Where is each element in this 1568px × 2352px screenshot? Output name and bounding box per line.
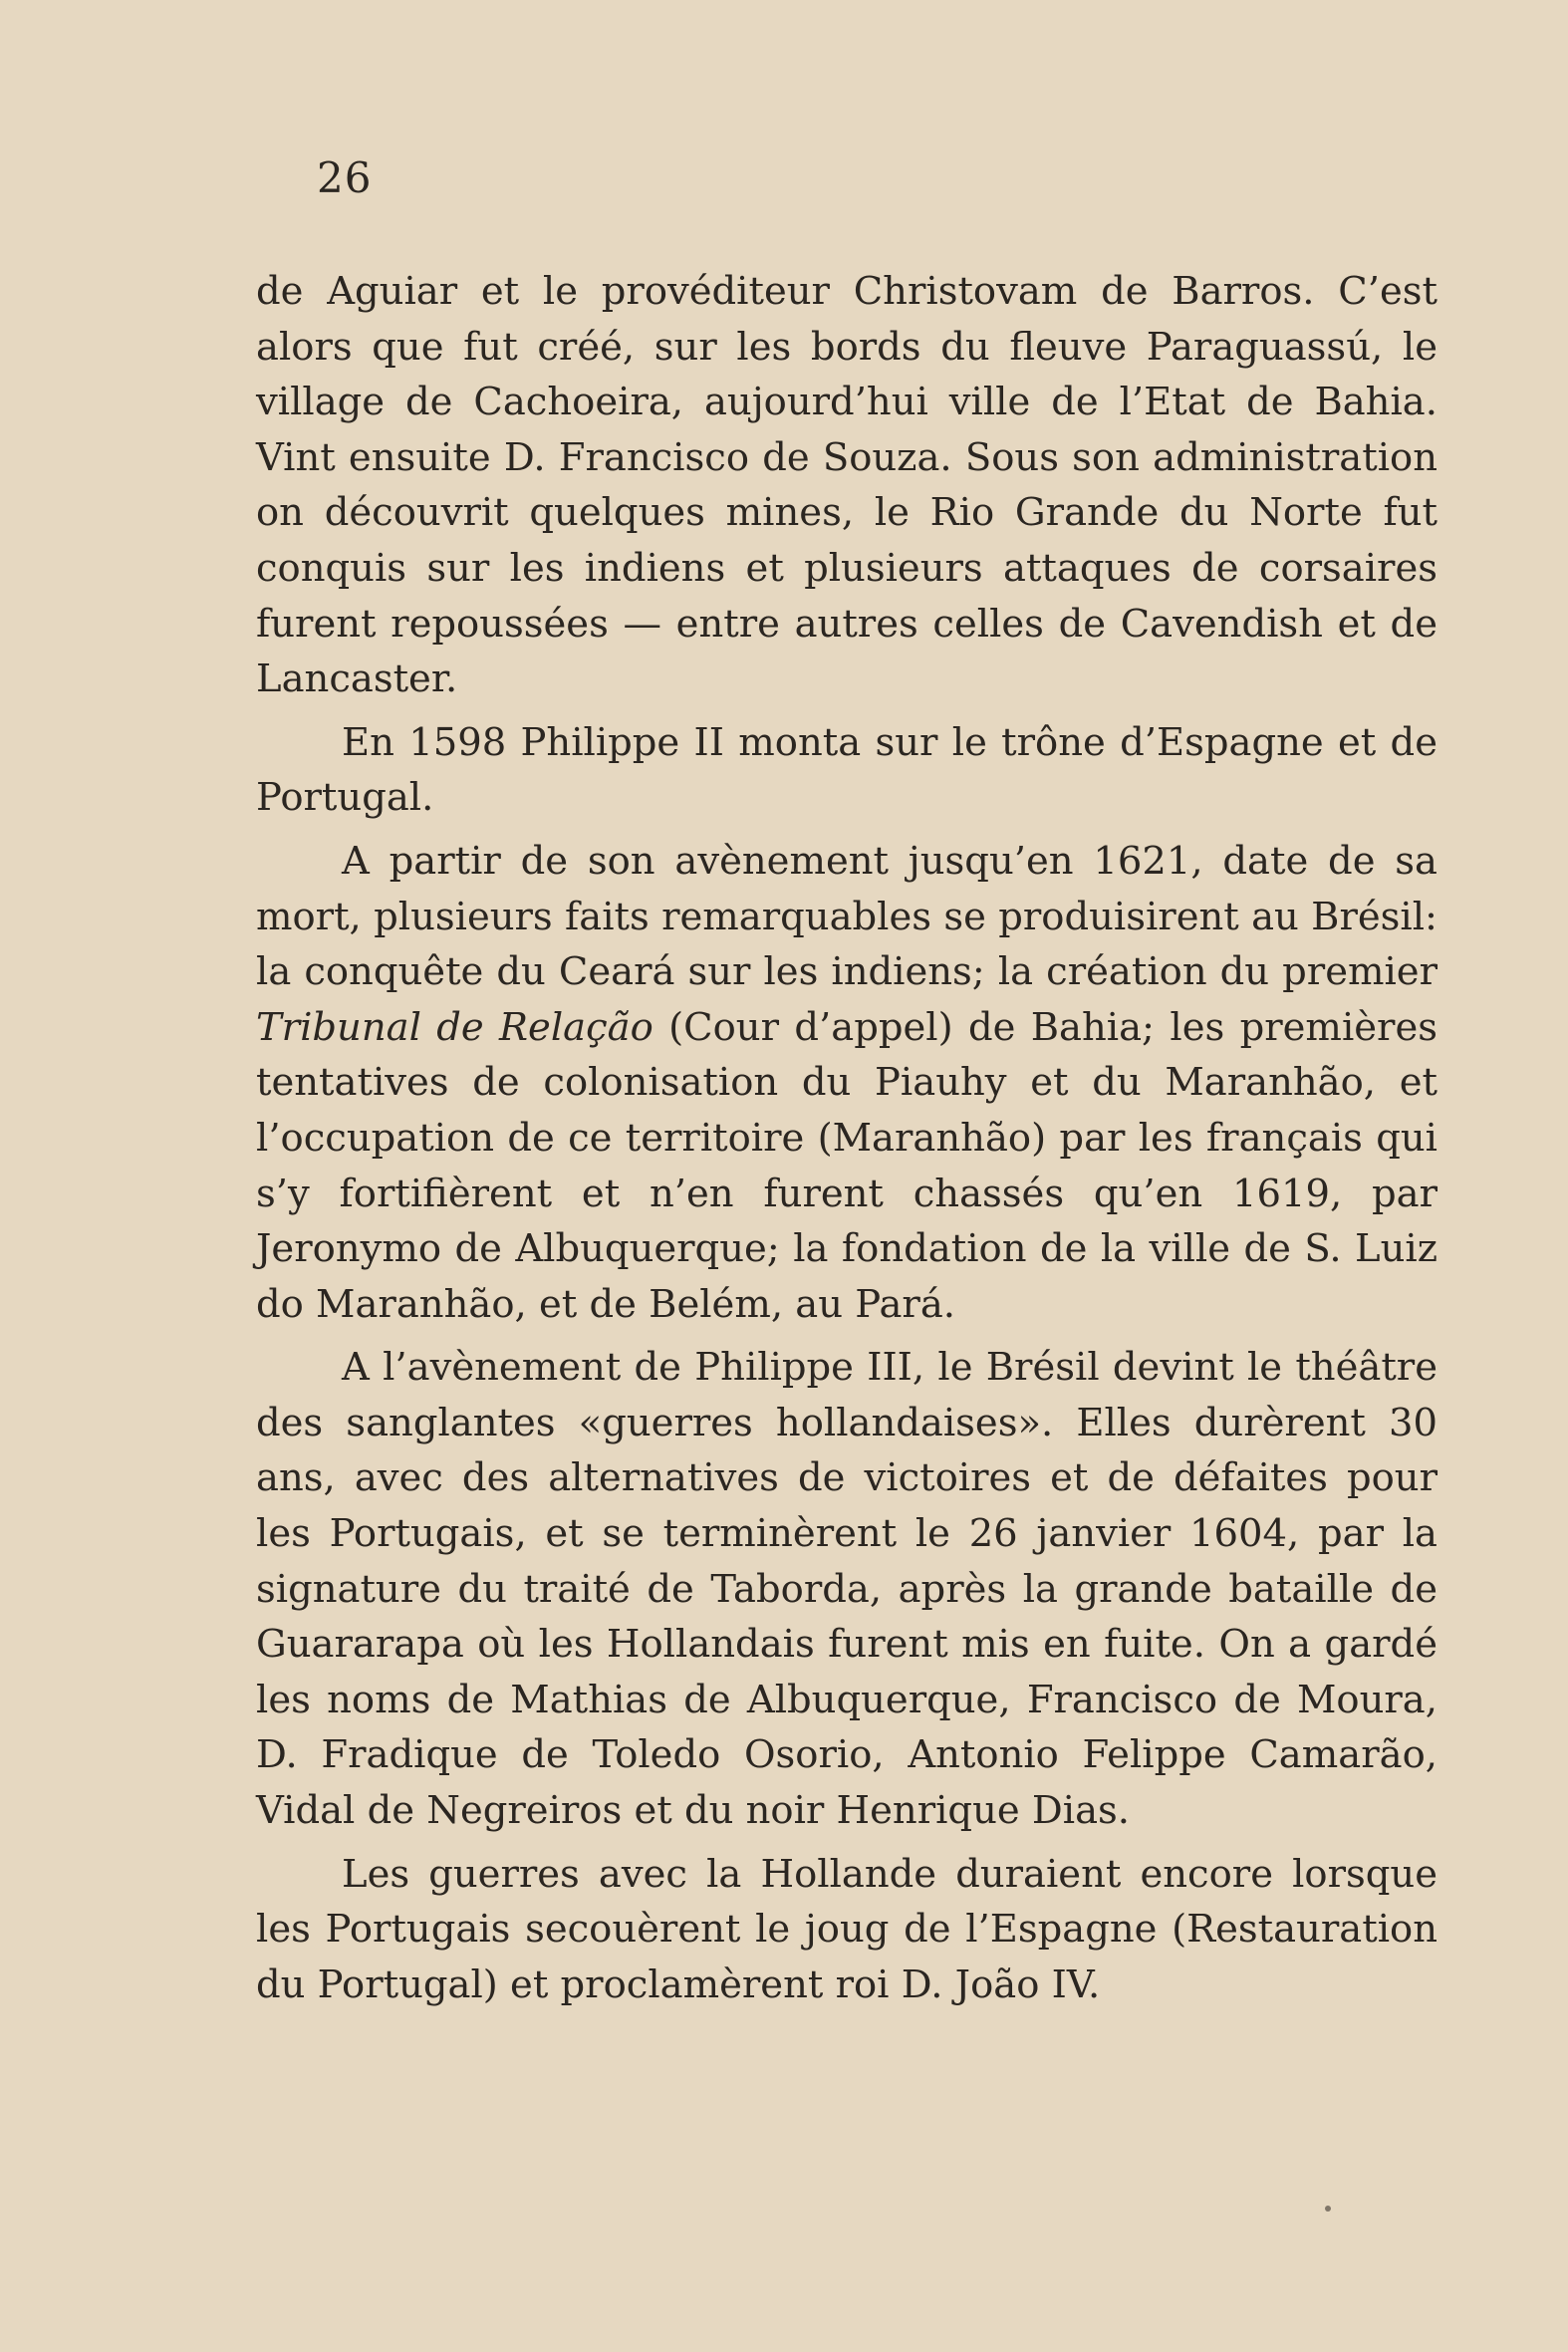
italic-tribunal-de-relacao: Tribunal de Relação bbox=[256, 1004, 653, 1050]
paragraph-events-to-1621 bbox=[256, 834, 1437, 1332]
paragraph-continued: de Aguiar et le provéditeur Christovam de Barros. C’est alors que fut créé, sur les bords du fleuve Paraguassú, le village de Cachoeira, aujourd’hui ville de l’Etat de Bahia. Vint ensuite D. Francisco de Souza. Sous son administration on découvrit quelques mines, le Rio Grande du Norte fut conquis sur les indiens et plusieurs attaques de corsaires furent repoussées — entre autres celles de Cavendish et de Lancaster. bbox=[256, 269, 1437, 702]
paragraph-text-after-italic: (Cour d’appel) de Bahia; les premières tentatives de colonisation du Piauhy et du Maranhão, et l’occupation de ce territoire (Maranhão) par les français qui s’y fortifièrent et n’en furent chassés qu’en 1619, par Jeronymo de Albuquerque; la fondation de la ville de S. Luiz do Maranhão, et de Belém, au Pará. bbox=[256, 1004, 1437, 1327]
page-body bbox=[256, 264, 1437, 2012]
ink-spot bbox=[1325, 2206, 1331, 2212]
paragraph-restauration: Les guerres avec la Hollande duraient encore lorsque les Portugais secouèrent le joug de l’Espagne (Restauration du Portugal) et proclamèrent roi D. João IV. bbox=[256, 1851, 1437, 2007]
page-number: 26 bbox=[317, 153, 373, 202]
paragraph-text-before-italic: A partir de son avènement jusqu’en 1621, date de sa mort, plusieurs faits remarquables se produisirent au Brésil: la conquête du Ceará sur les indiens; la création du premier bbox=[256, 838, 1437, 995]
paragraph-dutch-wars: A l’avènement de Philippe III, le Brésil devint le théâtre des sanglantes «guerres hollandaises». Elles durèrent 30 ans, avec des alternatives de victoires et de défaites pour les Portugais, et se terminèrent le 26 janvier 1604, par la signature du traité de Taborda, après la grande bataille de Guararapa où les Hollandais furent mis en fuite. On a gardé les noms de Mathias de Albuquerque, Francisco de Moura, D. Fradique de Toledo Osorio, Antonio Felippe Camarão, Vidal de Negreiros et du noir Henrique Dias. bbox=[256, 1345, 1437, 1834]
paragraph-philippe-ii: En 1598 Philippe II monta sur le trône d’Espagne et de Portugal. bbox=[256, 719, 1437, 821]
